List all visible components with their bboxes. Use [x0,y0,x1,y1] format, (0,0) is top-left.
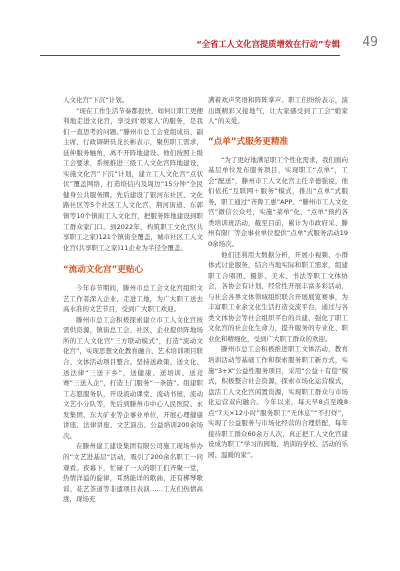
right-paragraph-3: 他们还利用大数据分析，开展小视频、小群体式讨论服务，结合当地实际和职工需求，组建职工合唱团、摄影、美术、书法等职工文体协会，各协会有计划、经常性开展丰富多彩活动，与社会各界文体领域组织联合开展展览赛事，为丰富职工业余文化生活打造交流平台，通过与各类文体协会等社会组织平台的共建，强化了职工文化宫的社会化生命力，提升服务的专业化、职业化和精细化，受到广大职工群众的欢迎。 [208,250,348,343]
left-paragraph-1: 人文化宫“下沉”计划。 [63,96,129,104]
page-header [0,34,400,56]
left-column [63,95,203,505]
left-paragraph-5: 在滕州建工建设集团有限公司施工现场举办的“文艺进基层”活动，吸引了200余名职工一同观看。夜幕下，忙碌了一天的职工们齐聚一堂，热情洋溢的旋律，耳熟能详的歌曲，还有梆琴歌谣、花艺茶道等非遗项目表演……工友们热情高涨，现场充 [63,442,203,504]
section-heading-order-service: “点单”式服务更精准 [208,136,289,147]
left-paragraph-3: 今年春节期间，滕州市总工会文化宫组织文艺工作者深入企业、走进工地，为广大职工送去高水准的文艺节目，受到广大职工欢迎。 [63,284,203,314]
page-number: 49 [362,35,378,50]
header-title: “全省工人文化宫提质增效在行动”专辑 [196,39,340,49]
right-paragraph-4: 滕州市总工会积极推进职工文体活动，教育培训活动等基础工作和探索服务职工新方式，实施“3+X”公益性服务项目，采用“公益＋有偿”模式，积极整合社会资源，探索市场化运营模式，盘活工人文化宫闲置资源，实现职工群众与市场化运营双向融合。今年以来，每天早8点至晚8点“7天×12小时”服务职工“无休息”“不打烊”，实现了公益服务与市场化经营的合理搭配，每年接待职工群众60余万人次，真正把工人文化宫建设成为职工“学习的园地、培训的学校、活动的乐园、温暖的家”。 [208,345,348,459]
left-paragraph-4: 滕州市总工会积极探索建立市工人文化宫按需供资源，镇街总工会、社区、企业提供阵地场所的工人文化宫“三方联动模式”，打造“流动文化宫”，实现思想文化教育融合、艺术培训项目联合、文体活动项目整合。坚持送政策、送文化、送法律“三送下乡”，送健康、送培训、送竞赛“三送入企”，打造上门服务“一条链”。组建职工志愿服务队，开设流动课堂、流动书屋、流动文艺小分队等，先后到滕州市中心人民医院、永发集团、东大矿业等企事业单位，开展心理健康讲座、法律讲座、文艺演出、公益培训200余场次。 [63,315,203,440]
right-paragraph-2: “为了更好地满足职工个性化需求，我们面向基层单位发布服务项目，实现职工“点单”，工会“配送”，滕州市工人文化宫主任辛德强说，他们依托“互联网＋服务”模式，推出“点单”式服务，职工通过“齐鲁工惠”APP、“滕州市工人文化宫”微信公众号，实施“菜单”化、“点单”预约各类培训班活动，截至目前，累计为市政府采、滕州有限厂等企事业单位提供“点单”式服务活动190余场次。 [208,155,348,249]
section-heading-mobile-palace: “流动文化宫”更贴心 [63,265,144,276]
header-divider [40,55,340,56]
right-column [208,95,348,461]
left-paragraph-2: “现在工作生活节奏都很快，如何让职工更便利地走进文化宫，享受到‘娘家人’的服务，是我们一直思考的问题。”滕州市总工会党组成员、副主席、行政调研员龙长彬表示，聚焦职工需求，延伸服务触角，离不开阵地建设。他们按照上级工会要求，系统推进三级工人文化宫阵地建设，实施文化宫“下沉”计划，建立工人文化宫“点状伏”覆盖网络，打造培信内及周边“15分钟”全民健身公共服务圈。先后建设了银河东社区、文化路社区等5个社区工人文化宫，荆河街道、东郭镇等10个镇街工人文化宫，把服务阵地建设到职工群众家门口。到2022年，构筑职工文化宫(共享职工之家)121个镇街全覆盖，城市社区工人文化宫(共享职工之家)11企业为半径全覆盖。 [63,106,203,252]
right-paragraph-1: 满着欢声笑语和阵阵掌声。职工们纷纷表示，演出既精彩又接地气，让大家感受到了工会“娘家人”的关爱。 [208,96,348,126]
